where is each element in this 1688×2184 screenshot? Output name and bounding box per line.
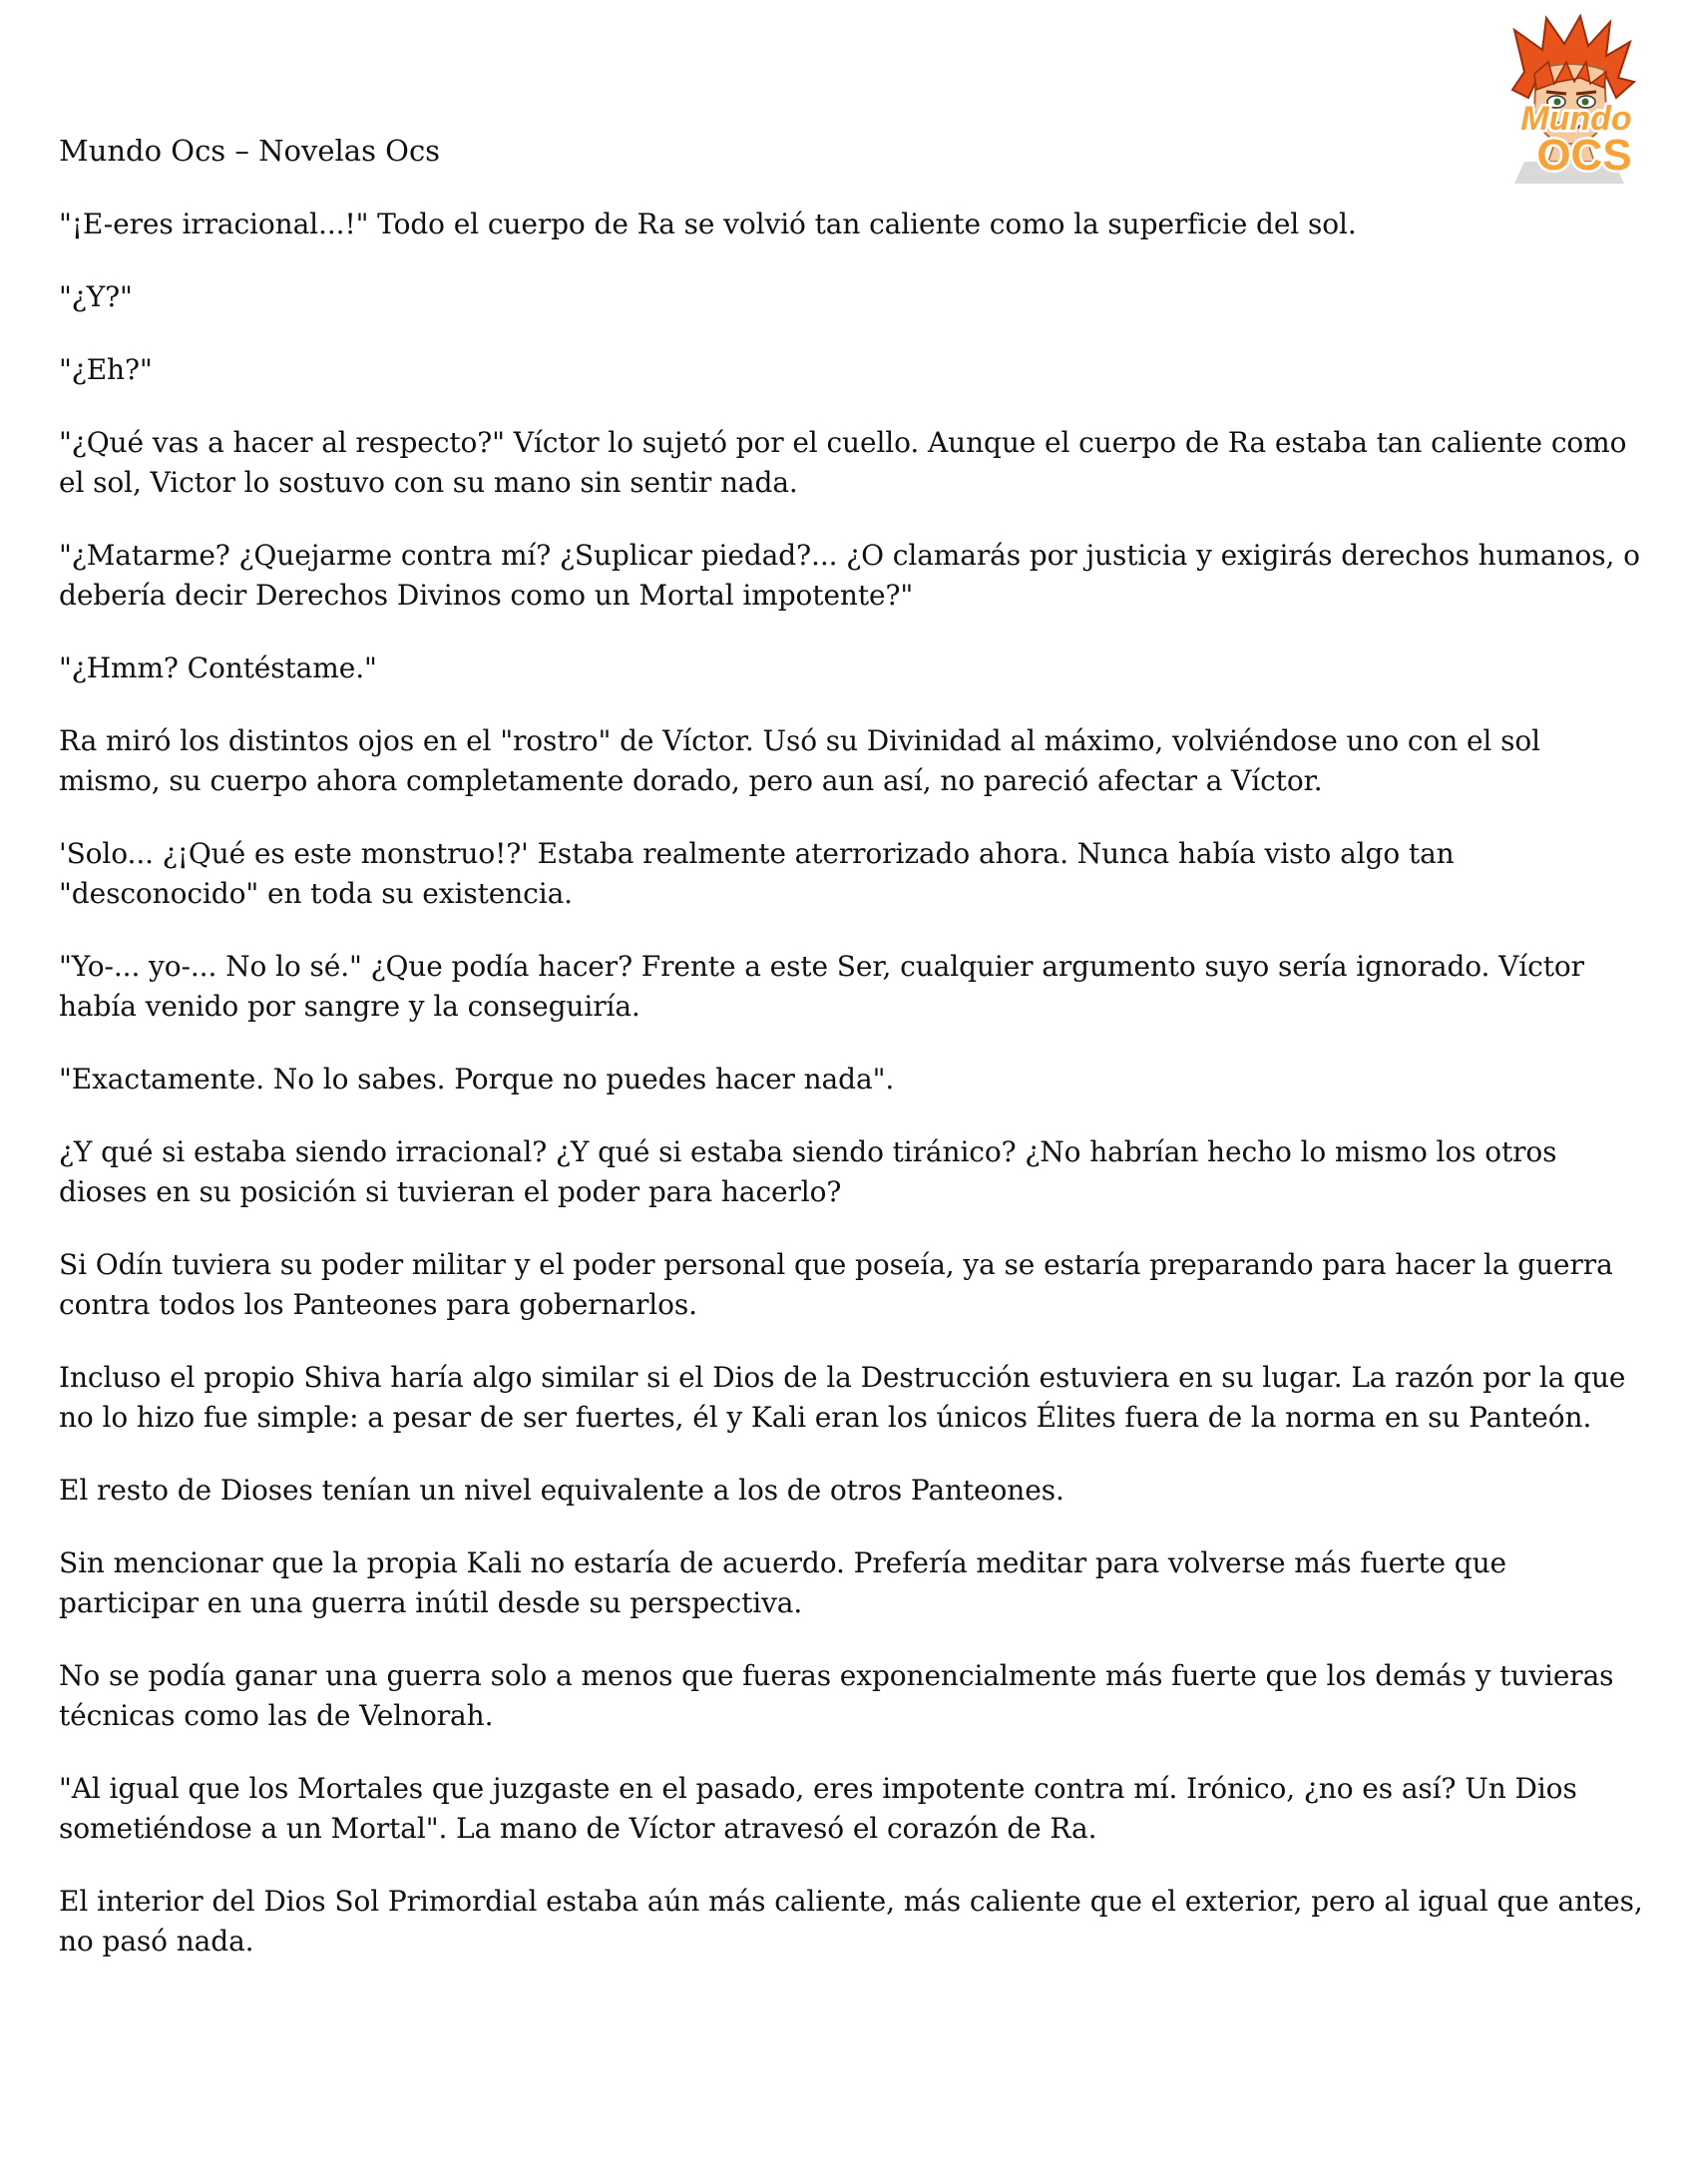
paragraph: "Exactamente. No lo sabes. Porque no puedes hacer nada". — [59, 1063, 895, 1095]
paragraph: Sin mencionar que la propia Kali no estaría de acuerdo. Prefería meditar para volverse más fuerte que participar en una guerra inútil desde su perspectiva. — [59, 1546, 1506, 1619]
paragraph: "¿Eh?" — [59, 353, 153, 386]
paragraph: El interior del Dios Sol Primordial estaba aún más caliente, más caliente que el exterior, pero al igual que antes, no pasó nada. — [59, 1885, 1643, 1958]
paragraph: El resto de Dioses tenían un nivel equivalente a los de otros Panteones. — [59, 1474, 1064, 1507]
mundo-ocs-logo — [1484, 12, 1654, 184]
paragraph: "Yo-... yo-... No lo sé." ¿Que podía hacer? Frente a este Ser, cualquier argumento suyo sería ignorado. Víctor había venido por sangre y la conseguiría. — [59, 950, 1584, 1023]
paragraph: No se podía ganar una guerra solo a menos que fueras exponencialmente más fuerte que los demás y tuvieras técnicas como las de Velnorah. — [59, 1659, 1614, 1732]
paragraph: Incluso el propio Shiva haría algo similar si el Dios de la Destrucción estuviera en su lugar. La razón por la que no lo hizo fue simple: a pesar de ser fuertes, él y Kali eran los únicos Élites fuera de la norma en su Panteón. — [59, 1361, 1626, 1434]
paragraph: Ra miró los distintos ojos en el "rostro" de Víctor. Usó su Divinidad al máximo, volviéndose uno con el sol mismo, su cuerpo ahora completamente dorado, pero aun así, no pareció afectar a Víctor. — [59, 724, 1540, 797]
paragraph: "¿Hmm? Contéstame." — [59, 652, 377, 684]
paragraph: "¿Qué vas a hacer al respecto?" Víctor lo sujetó por el cuello. Aunque el cuerpo de Ra estaba tan caliente como el sol, Victor lo sostuvo con su mano sin sentir nada. — [59, 426, 1627, 499]
paragraph: ¿Y qué si estaba siendo irracional? ¿Y qué si estaba siendo tiránico? ¿No habrían hecho lo mismo los otros dioses en su posición si tuvieran el poder para hacerlo? — [59, 1135, 1557, 1208]
paragraph: "Al igual que los Mortales que juzgaste en el pasado, eres impotente contra mí. Irónico, ¿no es así? Un Dios sometiéndose a un Mortal". La mano de Víctor atravesó el corazón de Ra. — [59, 1772, 1577, 1845]
paragraph: Si Odín tuviera su poder militar y el poder personal que poseía, ya se estaría preparando para hacer la guerra contra todos los Panteones para gobernarlos. — [59, 1248, 1613, 1321]
logo-text-ocs: OCS — [1536, 131, 1632, 180]
paragraph: "¿Y?" — [59, 280, 133, 313]
logo-text-mundo: Mundo — [1520, 100, 1632, 138]
paragraph: "¿Matarme? ¿Quejarme contra mí? ¿Suplicar piedad?... ¿O clamarás por justicia y exigirás derechos humanos, o debería decir Derechos Divinos como un Mortal impotente?" — [59, 539, 1640, 612]
paragraph: "¡E-eres irracional...!" Todo el cuerpo de Ra se volvió tan caliente como la superficie del sol. — [59, 208, 1357, 240]
document-body — [59, 205, 1645, 1994]
paragraph: 'Solo... ¿¡Qué es este monstruo!?' Estaba realmente aterrorizado ahora. Nunca había visto algo tan "desconocido" en toda su existencia. — [59, 837, 1455, 910]
document-header: Mundo Ocs – Novelas Ocs — [59, 134, 441, 168]
